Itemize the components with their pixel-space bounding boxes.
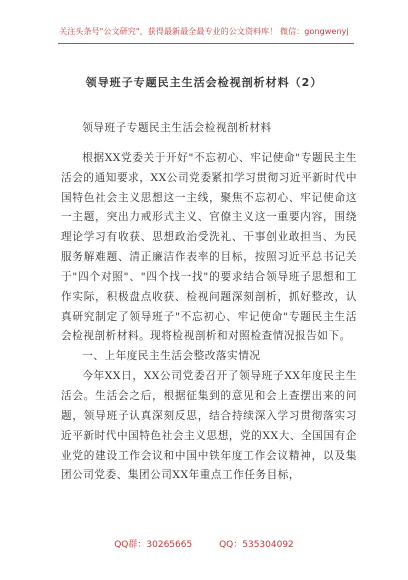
document-body <box>61 119 357 486</box>
body-paragraph: 根据XX党委关于开好"不忘初心、牢记使命"专题民主生活会的通知要求，XX公司党委紧扣学习贯彻习近平新时代中国特色社会主义思想这一主线，聚焦不忘初心、牢记使命这一主题，突出力戒形式主义、官僚主义这一重要内容，围绕理论学习有收获、思想政治受洗礼、干事创业敢担当、为民服务解难题、清正廉洁作表率的目标，按照习近平总书记关于"四个对照"、"四个找一找"的要求结合领导班子思想和工作实际，积极盘点收获、检视问题深刻剖析，抓好整改，认真研究制定了领导班子"不忘初心、牢记使命"专题民主生活会检视剖析材料。现将检视剖析和对照检查情况报告如下。 <box>61 151 357 343</box>
section-heading: 一、上年度民主生活会整改落实情况 <box>82 350 261 363</box>
header-divider <box>58 43 354 44</box>
document-subtitle: 领导班子专题民主生活会检视剖析材料 <box>82 122 272 134</box>
footer-contact <box>0 537 408 550</box>
footer-qq-group: QQ群：30265665 <box>114 540 193 550</box>
header-notice: 关注头条号"公文研究"，获得最新最全最专业的公文资料库！ 微信：gongwenyj <box>59 27 349 36</box>
document-title: 领导班子专题民主生活会检视剖析材料（2） <box>85 76 323 89</box>
footer-qq: QQ：535304092 <box>219 540 294 550</box>
body-paragraph: 今年XX日，XX公司党委召开了领导班子XX年度民主生活会。生活会之后，根据征集到的意见和会上查摆出来的问题，领导班子认真深刻反思，结合持续深入学习贯彻落实习近平新时代中国特色社会主义思想，党的XX大、全国国有企业党的建设工作会议和中国中铁年度工作会议精神，以及集团公司党委、集团公司XX年重点工作任务目标， <box>61 370 357 482</box>
